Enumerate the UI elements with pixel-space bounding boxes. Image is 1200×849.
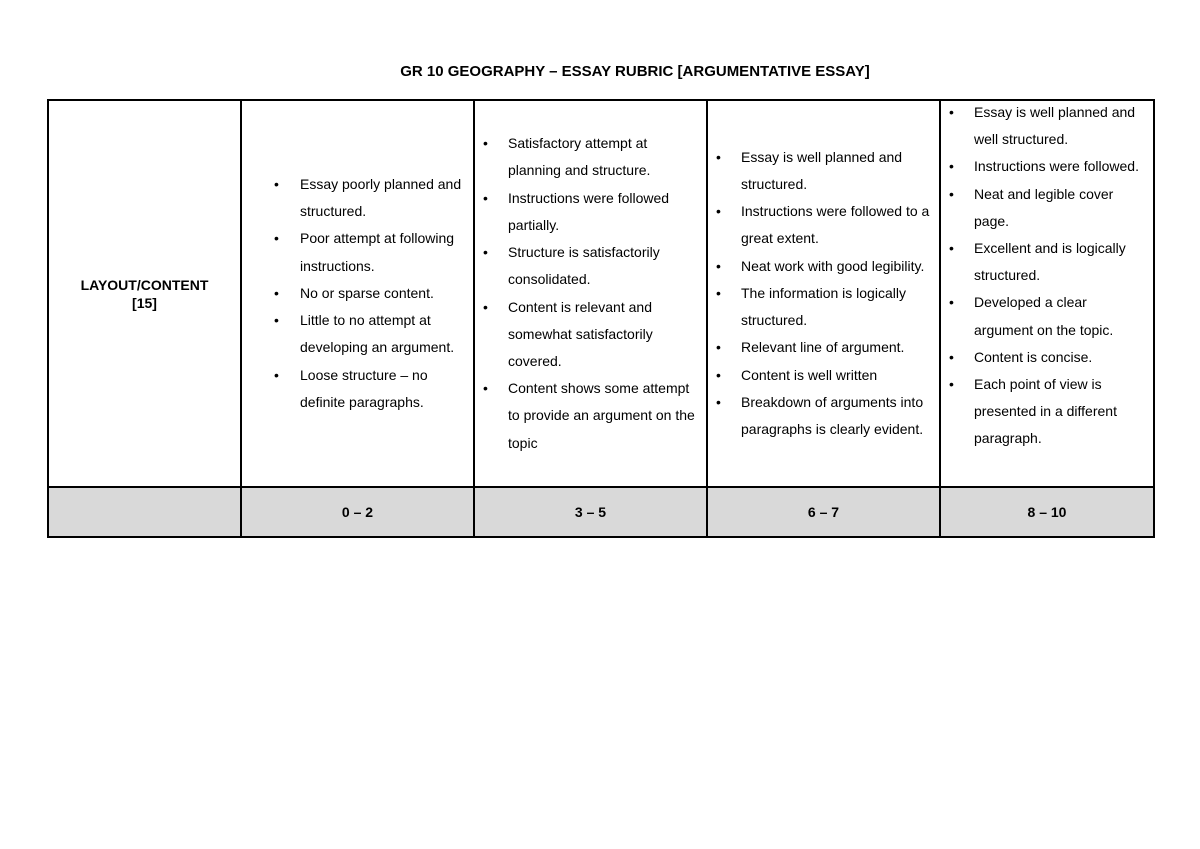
criterion-item: • Breakdown of arguments into paragraphs is clearly evident.	[708, 389, 931, 443]
criterion-item: • Content shows some attempt to provide an argument on the topic	[475, 375, 698, 457]
category-marks: [15]	[132, 294, 157, 311]
score-row	[48, 487, 1154, 537]
level-4-criteria-cell	[940, 100, 1154, 487]
criterion-item: • Little to no attempt at developing an argument.	[242, 307, 465, 361]
criterion-item: • Essay is well planned and well structured.	[941, 99, 1145, 153]
criterion-item: • Developed a clear argument on the topic.	[941, 289, 1145, 343]
criterion-item: • Neat and legible cover page.	[941, 181, 1145, 235]
criterion-item: • Neat work with good legibility.	[708, 253, 931, 280]
category-cell	[48, 100, 241, 487]
level-3-criteria-cell	[707, 100, 940, 487]
category-label: LAYOUT/CONTENT	[80, 276, 209, 293]
level-1-criteria-list	[242, 171, 473, 416]
criterion-item: • Excellent and is logically structured.	[941, 235, 1145, 289]
criterion-item: • Content is relevant and somewhat satisfactorily covered.	[475, 294, 698, 376]
criterion-item: • Instructions were followed.	[941, 153, 1145, 180]
criterion-item: • The information is logically structured.	[708, 280, 931, 334]
criterion-item: • Each point of view is presented in a different paragraph.	[941, 371, 1145, 453]
criterion-item: • Structure is satisfactorily consolidated.	[475, 239, 698, 293]
level-1-criteria-cell	[241, 100, 474, 487]
level-2-criteria-list	[475, 130, 706, 456]
page-title: GR 10 GEOGRAPHY – ESSAY RUBRIC [ARGUMENTATIVE ESSAY]	[400, 63, 870, 80]
criterion-item: • Instructions were followed to a great extent.	[708, 198, 931, 252]
level-3-criteria-list	[708, 144, 939, 443]
criterion-item: • Satisfactory attempt at planning and structure.	[475, 130, 698, 184]
criterion-item: • Essay poorly planned and structured.	[242, 171, 465, 225]
criterion-item: • Poor attempt at following instructions.	[242, 225, 465, 279]
level-4-criteria-list	[941, 99, 1153, 453]
criterion-item: • Instructions were followed partially.	[475, 185, 698, 239]
criterion-item: • Relevant line of argument.	[708, 334, 931, 361]
criterion-item: • Content is concise.	[941, 344, 1145, 371]
criterion-item: • Essay is well planned and structured.	[708, 144, 931, 198]
criterion-item: • Content is well written	[708, 362, 931, 389]
criteria-row	[48, 100, 1154, 487]
rubric-table	[47, 99, 1155, 538]
score-empty-cell	[48, 487, 241, 537]
level-3-score: 6 – 7	[707, 487, 940, 537]
criterion-item: • No or sparse content.	[242, 280, 465, 307]
level-1-score: 0 – 2	[241, 487, 474, 537]
criterion-item: • Loose structure – no definite paragraphs.	[242, 362, 465, 416]
level-2-criteria-cell	[474, 100, 707, 487]
level-2-score: 3 – 5	[474, 487, 707, 537]
level-4-score: 8 – 10	[940, 487, 1154, 537]
